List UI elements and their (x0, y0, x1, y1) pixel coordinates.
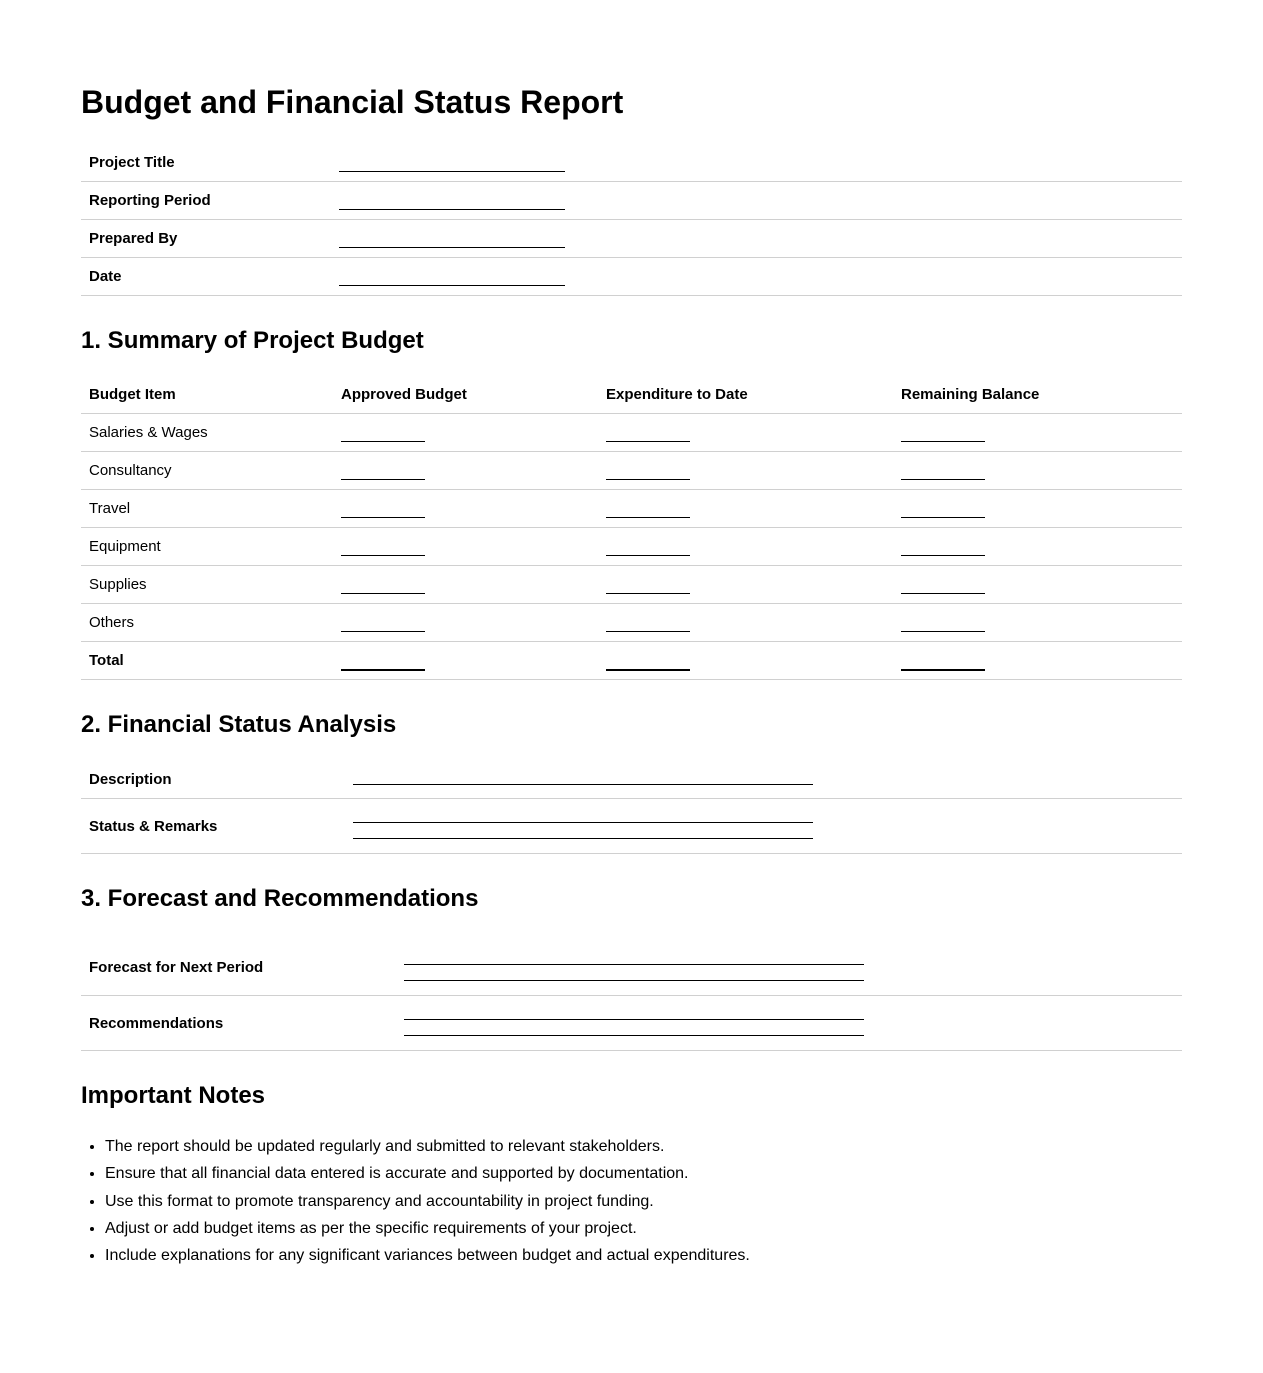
fill-line[interactable] (339, 267, 565, 286)
description-field[interactable] (336, 760, 1182, 799)
remaining-balance-cell[interactable] (893, 604, 1182, 642)
section-heading-financial-status: 2. Financial Status Analysis (81, 711, 397, 738)
remaining-balance-cell[interactable] (893, 414, 1182, 452)
fill-line[interactable] (341, 613, 425, 632)
info-row-prepared-by (81, 220, 1182, 258)
info-field[interactable] (331, 258, 1182, 296)
fill-line[interactable] (901, 651, 985, 671)
info-label: Project Title (81, 144, 331, 182)
fill-line[interactable] (606, 575, 690, 594)
fill-line[interactable] (901, 461, 985, 480)
list-item: • Ensure that all financial data entered is accurate and supported by documentation. (105, 1160, 1182, 1187)
recommendations-row (81, 996, 1182, 1051)
budget-item-label: Others (81, 604, 333, 642)
fill-line[interactable] (901, 423, 985, 442)
expenditure-cell[interactable] (598, 528, 893, 566)
fill-line[interactable] (404, 965, 864, 981)
status-label: Status & Remarks (81, 799, 336, 854)
fill-line[interactable] (341, 423, 425, 442)
budget-item-label: Equipment (81, 528, 333, 566)
forecast-field[interactable] (387, 940, 1182, 996)
info-label: Reporting Period (81, 182, 331, 220)
info-field[interactable] (331, 220, 1182, 258)
remaining-balance-cell[interactable] (893, 566, 1182, 604)
budget-item-label: Travel (81, 490, 333, 528)
fill-line[interactable] (339, 191, 565, 210)
table-row (81, 604, 1182, 642)
description-label: Description (81, 760, 336, 799)
report-page (81, 0, 1182, 1269)
remaining-balance-cell[interactable] (893, 528, 1182, 566)
remaining-balance-cell[interactable] (893, 452, 1182, 490)
fill-line[interactable] (404, 955, 864, 965)
expenditure-cell[interactable] (598, 566, 893, 604)
fill-line[interactable] (901, 537, 985, 556)
column-header: Budget Item (81, 376, 333, 414)
total-approved-cell[interactable] (333, 642, 598, 680)
forecast-table (81, 940, 1182, 1051)
table-row (81, 452, 1182, 490)
notes-heading: Important Notes (81, 1082, 266, 1109)
budget-item-label: Salaries & Wages (81, 414, 333, 452)
fill-line[interactable] (404, 1020, 864, 1036)
info-row-date (81, 258, 1182, 296)
notes-list (81, 1133, 1182, 1269)
fill-line[interactable] (341, 575, 425, 594)
list-item: • Adjust or add budget items as per the specific requirements of your project. (105, 1215, 1182, 1242)
info-field[interactable] (331, 182, 1182, 220)
total-remaining-cell[interactable] (893, 642, 1182, 680)
total-row (81, 642, 1182, 680)
fill-line[interactable] (901, 575, 985, 594)
info-field[interactable] (331, 144, 1182, 182)
expenditure-cell[interactable] (598, 452, 893, 490)
info-row-reporting-period (81, 182, 1182, 220)
remaining-balance-cell[interactable] (893, 490, 1182, 528)
recommendations-label: Recommendations (81, 996, 387, 1051)
table-row (81, 490, 1182, 528)
budget-item-label: Consultancy (81, 452, 333, 490)
fill-line[interactable] (353, 823, 813, 839)
table-row (81, 566, 1182, 604)
budget-item-label: Supplies (81, 566, 333, 604)
fill-line[interactable] (341, 499, 425, 518)
report-title: Budget and Financial Status Report (81, 84, 624, 120)
fill-line[interactable] (353, 813, 813, 823)
fill-line[interactable] (606, 499, 690, 518)
column-header: Approved Budget (333, 376, 598, 414)
approved-budget-cell[interactable] (333, 452, 598, 490)
forecast-label: Forecast for Next Period (81, 940, 387, 996)
fill-line[interactable] (606, 651, 690, 671)
table-row (81, 414, 1182, 452)
approved-budget-cell[interactable] (333, 490, 598, 528)
fill-line[interactable] (606, 461, 690, 480)
info-row-project-title (81, 144, 1182, 182)
fill-line[interactable] (606, 423, 690, 442)
list-item: • Include explanations for any significant variances between budget and actual expenditures. (105, 1242, 1182, 1269)
approved-budget-cell[interactable] (333, 528, 598, 566)
fill-line[interactable] (341, 537, 425, 556)
fill-line[interactable] (341, 461, 425, 480)
table-row (81, 528, 1182, 566)
analysis-table (81, 760, 1182, 854)
info-label: Prepared By (81, 220, 331, 258)
approved-budget-cell[interactable] (333, 566, 598, 604)
approved-budget-cell[interactable] (333, 604, 598, 642)
forecast-row (81, 940, 1182, 996)
status-row (81, 799, 1182, 854)
section-heading-forecast: 3. Forecast and Recommendations (81, 885, 479, 912)
list-item: • Use this format to promote transparency and accountability in project funding. (105, 1188, 1182, 1215)
recommendations-field[interactable] (387, 996, 1182, 1051)
expenditure-cell[interactable] (598, 604, 893, 642)
fill-line[interactable] (606, 613, 690, 632)
fill-line[interactable] (404, 1010, 864, 1020)
section-heading-budget-summary: 1. Summary of Project Budget (81, 327, 424, 354)
fill-line[interactable] (901, 499, 985, 518)
total-expenditure-cell[interactable] (598, 642, 893, 680)
budget-header-row (81, 376, 1182, 414)
fill-line[interactable] (339, 229, 565, 248)
fill-line[interactable] (606, 537, 690, 556)
column-header: Expenditure to Date (598, 376, 893, 414)
budget-table (81, 376, 1182, 680)
info-label: Date (81, 258, 331, 296)
fill-line[interactable] (341, 651, 425, 671)
column-header: Remaining Balance (893, 376, 1182, 414)
approved-budget-cell[interactable] (333, 414, 598, 452)
total-label: Total (81, 642, 333, 680)
list-item: • The report should be updated regularly and submitted to relevant stakeholders. (105, 1133, 1182, 1160)
info-table (81, 144, 1182, 296)
expenditure-cell[interactable] (598, 490, 893, 528)
fill-line[interactable] (339, 153, 565, 172)
description-row (81, 760, 1182, 799)
status-field[interactable] (336, 799, 1182, 854)
fill-line[interactable] (901, 613, 985, 632)
expenditure-cell[interactable] (598, 414, 893, 452)
fill-line[interactable] (353, 773, 813, 785)
